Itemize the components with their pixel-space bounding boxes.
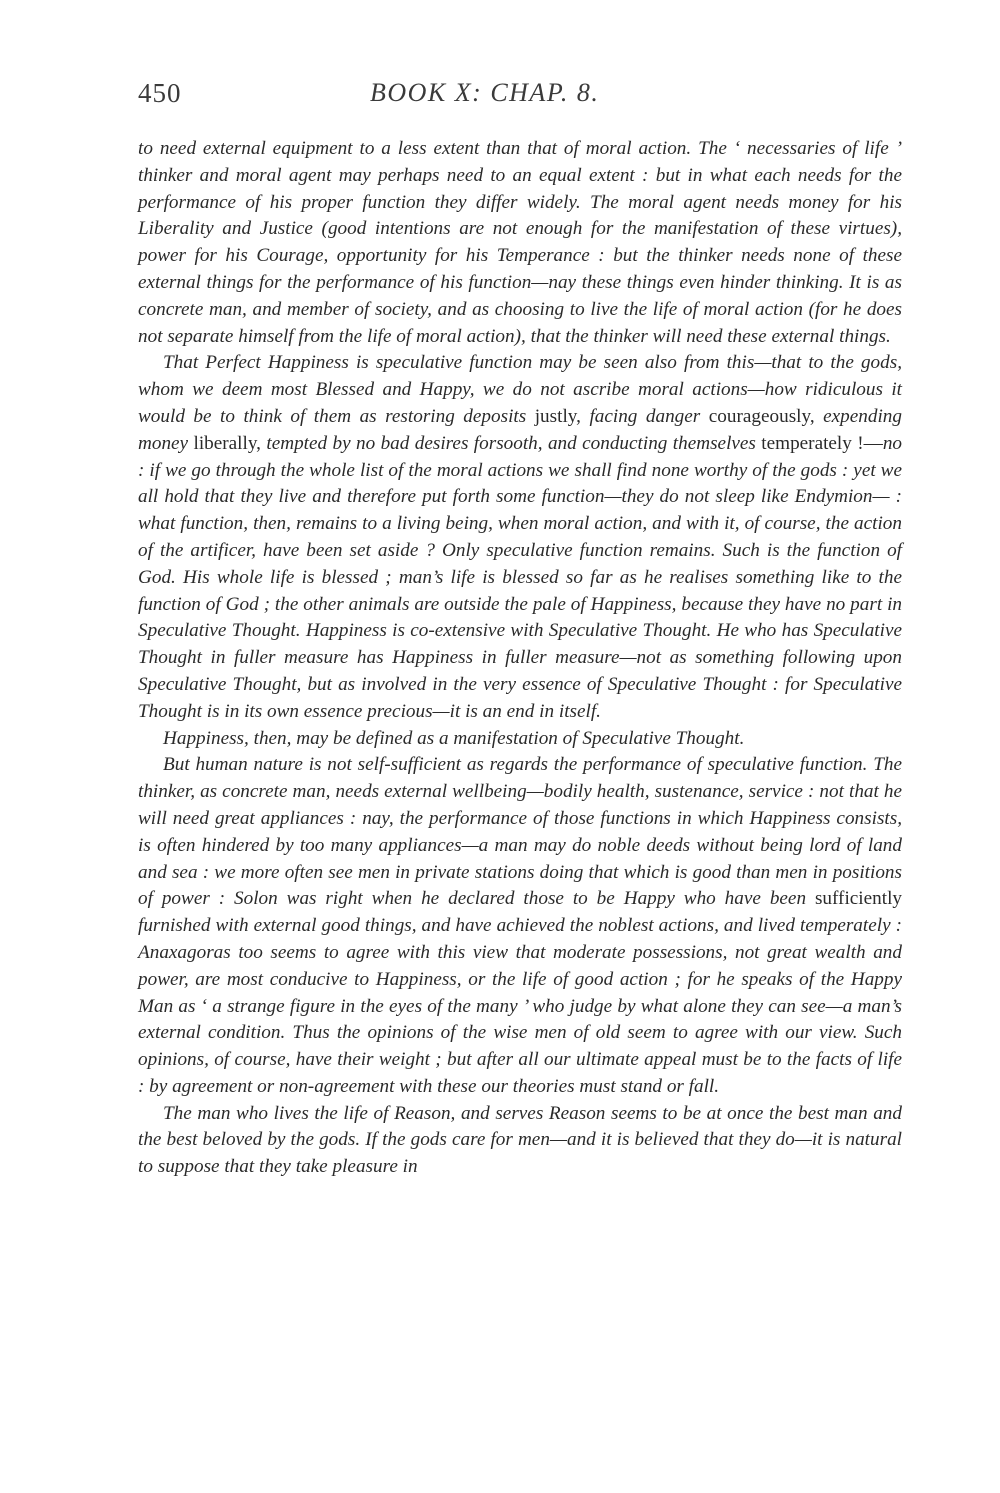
italic-text-segment: Happiness, then, may be defined as a manifestation of Speculative Thought. (163, 727, 745, 749)
page-number: 450 (138, 78, 182, 108)
italic-text-segment: The man who lives the life of Reason, and serves Reason seems to be at once the best man and the best beloved by the gods. If the gods care for men—and it is believed that they do—it is natural to suppose that they take pleasure in (138, 1102, 902, 1178)
italic-text-segment: to need external equipment to a less extent than that of moral action. The ‘ necessaries of life ’ thinker and moral agent may perhaps need to an equal extent : but in what each needs for the performance of his proper function they differ widely. The moral agent needs money for his Liberality and Justice (good intentions are not enough for the manifestation of these virtues), power for his Courage, opportunity for his Temperance : but the thinker needs none of these external things for the performance of his function—nay these things even hinder thinking. It is as concrete man, and member of society, and as choosing to live the life of moral action (for he does not separate himself from the life of moral action), that the thinker will need these external things. (138, 138, 902, 347)
page-header (138, 78, 900, 118)
italic-text-segment: tempted by no bad desires forsooth, and conducting themselves (266, 432, 762, 454)
body-text (138, 136, 902, 1181)
paragraph (138, 136, 902, 350)
roman-text-segment: justly, (534, 405, 590, 427)
italic-text-segment: That Perfect Happiness is speculative function may be seen also from this—that to the gods, whom we deem most Blessed and Happy, we do not ascribe moral actions—how ridiculous it would be to think of them as restoring deposits (138, 352, 902, 427)
paragraph (138, 350, 902, 725)
italic-text-segment: no : if we go through the whole list of the moral actions we shall find none worthy of the gods : yet we all hold that they live and therefore put forth some function—they do not sleep like Endymion— : what function, then, remains to a living being, when moral action, and with it, of course, the action of the artificer, have been set aside ? Only speculative function remains. Such is the function of God. His whole life is blessed ; man’s life is blessed so far as he realises something like to the function of God ; the other animals are outside the pale of Happiness, because they have no part in Speculative Thought. Happiness is co-extensive with Speculative Thought. He who has Speculative Thought in fuller measure has Happiness in fuller measure—not as something following upon Speculative Thought, but as involved in the very essence of Speculative Thought : for Speculative Thought is in its own essence precious—it is an end in itself. (138, 432, 903, 722)
paragraph (138, 752, 902, 1100)
italic-text-segment: expending money (138, 405, 902, 454)
italic-text-segment: facing danger (589, 405, 709, 427)
paragraph (138, 1101, 902, 1181)
roman-text-segment: temperately !— (761, 432, 883, 454)
paragraph (138, 726, 902, 753)
running-head: BOOK X: CHAP. 8. (370, 78, 600, 107)
italic-text-segment: But human nature is not self-sufficient as regards the performance of speculative function. The thinker, as concrete man, needs external wellbeing—bodily health, sustenance, service : not that he will need great appliances : nay, the performance of those functions in which Happiness consists, is often hindered by too many appliances—a man may do noble deeds without being lord of land and sea : we more often see men in private stations doing that which is good than men in positions of power : Solon was right when he declared those to be Happy who have been (138, 754, 902, 910)
roman-text-segment: courageously, (708, 405, 824, 427)
italic-text-segment: furnished with external good things, and have achieved the noblest actions, and lived temperately : Anaxagoras too seems to agree with this view that moderate possessions, not great wealth and power, are most conducive to Happiness, or the life of good action ; for he speaks of the Happy Man as ‘ a strange figure in the eyes of the many ’ who judge by what alone they can see—a man’s external condition. Thus the opinions of the wise men of old seem to agree with our view. Such opinions, of course, have their weight ; but after all our ultimate appeal must be to the facts of life : by agreement or non-agreement with these our theories must stand or fall. (138, 915, 902, 1097)
roman-text-segment: liberally, (193, 432, 267, 454)
roman-text-segment: sufficiently (814, 888, 902, 910)
